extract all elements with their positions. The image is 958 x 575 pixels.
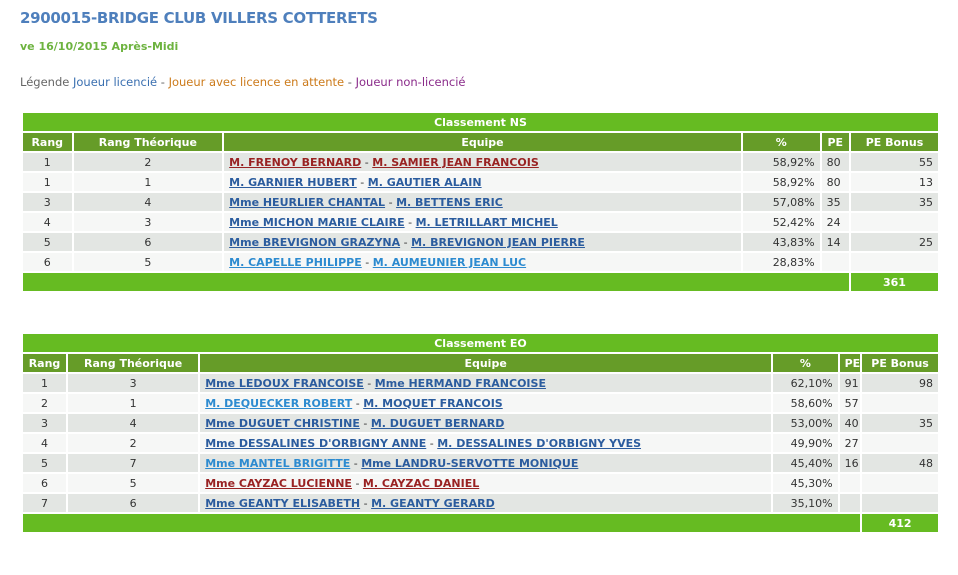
cell-rang: 4 xyxy=(23,434,66,452)
player-link[interactable]: M. CAYZAC DANIEL xyxy=(362,476,480,490)
table-row xyxy=(23,213,938,231)
player-link[interactable]: M. GARNIER HUBERT xyxy=(229,175,357,189)
cell-equipe xyxy=(224,153,741,171)
cell-pe-bonus xyxy=(862,434,938,452)
cell-rang-theorique: 3 xyxy=(68,374,198,392)
team-separator: - xyxy=(388,195,393,209)
cell-equipe xyxy=(200,374,771,392)
team-separator: - xyxy=(429,436,434,450)
cell-pe: 80 xyxy=(822,153,849,171)
col-header-pe: PE xyxy=(822,133,849,151)
cell-equipe xyxy=(200,494,771,512)
cell-equipe xyxy=(200,474,771,492)
table-row xyxy=(23,434,938,452)
player-link[interactable]: M. GEANTY GERARD xyxy=(371,496,495,510)
col-header-pe: PE xyxy=(840,354,860,372)
cell-pct: 53,00% xyxy=(773,414,838,432)
legend-label: Légende xyxy=(20,75,70,89)
cell-equipe xyxy=(200,394,771,412)
table-footer xyxy=(23,514,938,532)
cell-rang-theorique: 5 xyxy=(68,474,198,492)
cell-pct: 28,83% xyxy=(743,253,820,271)
table-row xyxy=(23,173,938,191)
cell-pe-bonus: 48 xyxy=(862,454,938,472)
cell-rang: 6 xyxy=(23,474,66,492)
player-link[interactable]: M. CAPELLE PHILIPPE xyxy=(229,255,362,269)
page-title: 2900015-BRIDGE CLUB VILLERS COTTERETS xyxy=(20,9,378,27)
col-header-rang: Rang xyxy=(23,354,66,372)
cell-pe-bonus xyxy=(851,253,938,271)
player-link[interactable]: Mme CAYZAC LUCIENNE xyxy=(205,476,352,490)
cell-pct: 49,90% xyxy=(773,434,838,452)
footer-spacer xyxy=(23,514,860,532)
cell-rang: 5 xyxy=(23,454,66,472)
session-date: ve 16/10/2015 Après-Midi xyxy=(20,40,179,53)
cell-equipe xyxy=(224,253,741,271)
cell-rang-theorique: 7 xyxy=(68,454,198,472)
team-separator: - xyxy=(360,175,365,189)
player-link[interactable]: Mme HEURLIER CHANTAL xyxy=(229,195,386,209)
team-separator: - xyxy=(408,215,413,229)
ranking-table-eo xyxy=(21,332,940,534)
cell-rang: 1 xyxy=(23,374,66,392)
footer-spacer xyxy=(23,273,849,291)
cell-rang-theorique: 4 xyxy=(74,193,223,211)
player-link[interactable]: Mme MICHON MARIE CLAIRE xyxy=(229,215,405,229)
cell-rang-theorique: 6 xyxy=(68,494,198,512)
cell-equipe xyxy=(200,454,771,472)
cell-rang-theorique: 2 xyxy=(74,153,223,171)
cell-pe-bonus xyxy=(862,494,938,512)
ranking-table-ns xyxy=(21,111,940,293)
cell-pe-bonus: 98 xyxy=(862,374,938,392)
cell-pct: 35,10% xyxy=(773,494,838,512)
cell-equipe xyxy=(200,434,771,452)
player-link[interactable]: Mme BREVIGNON GRAZYNA xyxy=(229,235,401,249)
cell-pct: 52,42% xyxy=(743,213,820,231)
player-link[interactable]: Mme MANTEL BRIGITTE xyxy=(205,456,351,470)
cell-pe: 14 xyxy=(822,233,849,251)
cell-equipe xyxy=(224,193,741,211)
team-separator: - xyxy=(364,155,369,169)
player-link[interactable]: M. SAMIER JEAN FRANCOIS xyxy=(372,155,539,169)
cell-pe: 16 xyxy=(840,454,860,472)
player-link[interactable]: Mme DESSALINES D'ORBIGNY ANNE xyxy=(205,436,427,450)
cell-pe xyxy=(822,253,849,271)
cell-pct: 45,30% xyxy=(773,474,838,492)
table-row xyxy=(23,394,938,412)
table-row xyxy=(23,494,938,512)
cell-pe-bonus xyxy=(851,213,938,231)
cell-pe-bonus: 13 xyxy=(851,173,938,191)
player-link[interactable]: M. BETTENS ERIC xyxy=(396,195,503,209)
cell-rang-theorique: 1 xyxy=(68,394,198,412)
cell-rang: 5 xyxy=(23,233,72,251)
cell-pe-bonus: 35 xyxy=(851,193,938,211)
player-link[interactable]: Mme LEDOUX FRANCOISE xyxy=(205,376,364,390)
cell-pe: 91 xyxy=(840,374,860,392)
team-separator: - xyxy=(363,416,368,430)
team-separator: - xyxy=(367,376,372,390)
cell-pe: 35 xyxy=(822,193,849,211)
table-caption: Classement NS xyxy=(23,113,938,131)
cell-rang-theorique: 2 xyxy=(68,434,198,452)
table-row xyxy=(23,253,938,271)
player-link[interactable]: Mme HERMAND FRANCOISE xyxy=(374,376,546,390)
team-separator: - xyxy=(363,496,368,510)
col-header-pe-bonus: PE Bonus xyxy=(862,354,938,372)
cell-pe-bonus: 55 xyxy=(851,153,938,171)
cell-pe: 80 xyxy=(822,173,849,191)
cell-rang-theorique: 1 xyxy=(74,173,223,191)
total-pe-bonus: 412 xyxy=(862,514,938,532)
player-link[interactable]: Mme LANDRU-SERVOTTE MONIQUE xyxy=(361,456,579,470)
cell-equipe xyxy=(200,414,771,432)
cell-pct: 45,40% xyxy=(773,454,838,472)
cell-equipe xyxy=(224,233,741,251)
legend xyxy=(20,75,466,89)
player-link[interactable]: M. LETRILLART MICHEL xyxy=(415,215,558,229)
col-header-pct: % xyxy=(743,133,820,151)
team-separator: - xyxy=(365,255,370,269)
col-header-rang: Rang xyxy=(23,133,72,151)
player-link[interactable]: M. DEQUECKER ROBERT xyxy=(205,396,353,410)
team-separator: - xyxy=(355,396,360,410)
cell-rang: 7 xyxy=(23,494,66,512)
total-pe-bonus: 361 xyxy=(851,273,938,291)
team-separator: - xyxy=(403,235,408,249)
col-header-equipe: Equipe xyxy=(200,354,771,372)
cell-rang: 6 xyxy=(23,253,72,271)
cell-pe xyxy=(840,474,860,492)
team-separator: - xyxy=(353,456,358,470)
table-footer xyxy=(23,273,938,291)
cell-pct: 62,10% xyxy=(773,374,838,392)
cell-rang-theorique: 6 xyxy=(74,233,223,251)
legend-licensed: Joueur licencié xyxy=(72,75,158,89)
cell-rang: 3 xyxy=(23,193,72,211)
col-header-pe-bonus: PE Bonus xyxy=(851,133,938,151)
player-link[interactable]: M. AUMEUNIER JEAN LUC xyxy=(372,255,527,269)
cell-rang: 1 xyxy=(23,173,72,191)
player-link[interactable]: Mme DUGUET CHRISTINE xyxy=(205,416,360,430)
cell-rang-theorique: 3 xyxy=(74,213,223,231)
table-row xyxy=(23,454,938,472)
table-row xyxy=(23,374,938,392)
cell-equipe xyxy=(224,213,741,231)
cell-equipe xyxy=(224,173,741,191)
cell-pe-bonus: 35 xyxy=(862,414,938,432)
player-link[interactable]: M. BREVIGNON JEAN PIERRE xyxy=(411,235,585,249)
cell-pe-bonus xyxy=(862,394,938,412)
cell-pe: 24 xyxy=(822,213,849,231)
cell-pct: 43,83% xyxy=(743,233,820,251)
player-link[interactable]: M. MOQUET FRANCOIS xyxy=(363,396,503,410)
cell-rang: 4 xyxy=(23,213,72,231)
cell-pe: 27 xyxy=(840,434,860,452)
cell-rang-theorique: 4 xyxy=(68,414,198,432)
col-header-equipe: Equipe xyxy=(224,133,741,151)
cell-pe xyxy=(840,494,860,512)
team-separator: - xyxy=(355,476,360,490)
cell-pe: 40 xyxy=(840,414,860,432)
col-header-rang-theorique: Rang Théorique xyxy=(68,354,198,372)
table-row xyxy=(23,474,938,492)
cell-pe-bonus: 25 xyxy=(851,233,938,251)
table-row xyxy=(23,153,938,171)
cell-rang: 1 xyxy=(23,153,72,171)
cell-pct: 58,92% xyxy=(743,173,820,191)
table-row xyxy=(23,414,938,432)
legend-pending: Joueur avec licence en attente xyxy=(168,75,345,89)
cell-pe: 57 xyxy=(840,394,860,412)
cell-pe-bonus xyxy=(862,474,938,492)
col-header-pct: % xyxy=(773,354,838,372)
player-link[interactable]: M. DESSALINES D'ORBIGNY YVES xyxy=(437,436,642,450)
legend-separator: - xyxy=(160,75,165,89)
player-link[interactable]: M. DUGUET BERNARD xyxy=(370,416,505,430)
cell-pct: 58,92% xyxy=(743,153,820,171)
col-header-rang-theorique: Rang Théorique xyxy=(74,133,223,151)
legend-unlicensed: Joueur non-licencié xyxy=(355,75,466,89)
cell-rang: 2 xyxy=(23,394,66,412)
cell-rang-theorique: 5 xyxy=(74,253,223,271)
cell-rang: 3 xyxy=(23,414,66,432)
cell-pct: 57,08% xyxy=(743,193,820,211)
table-row xyxy=(23,193,938,211)
player-link[interactable]: M. GAUTIER ALAIN xyxy=(367,175,482,189)
legend-separator: - xyxy=(347,75,352,89)
table-row xyxy=(23,233,938,251)
cell-pct: 58,60% xyxy=(773,394,838,412)
player-link[interactable]: M. FRENOY BERNARD xyxy=(229,155,362,169)
player-link[interactable]: Mme GEANTY ELISABETH xyxy=(205,496,361,510)
table-caption: Classement EO xyxy=(23,334,938,352)
